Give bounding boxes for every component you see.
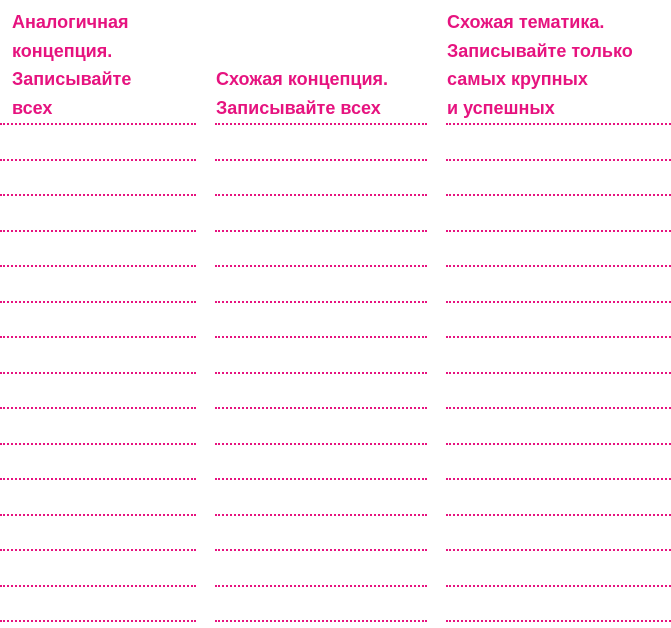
dotted-writing-line <box>0 230 196 232</box>
dotted-writing-line <box>0 585 196 587</box>
dotted-writing-line <box>446 372 671 374</box>
dotted-writing-line <box>446 123 671 125</box>
dotted-writing-line <box>446 336 671 338</box>
dotted-writing-line <box>0 620 196 622</box>
dotted-writing-line <box>215 230 427 232</box>
dotted-writing-line <box>0 514 196 516</box>
dotted-writing-line <box>215 514 427 516</box>
dotted-writing-line <box>215 372 427 374</box>
dotted-writing-line <box>446 407 671 409</box>
dotted-writing-line <box>0 301 196 303</box>
dotted-writing-line <box>446 514 671 516</box>
dotted-writing-line <box>446 620 671 622</box>
dotted-writing-line <box>446 478 671 480</box>
dotted-writing-line <box>446 265 671 267</box>
dotted-writing-line <box>215 549 427 551</box>
dotted-writing-line <box>215 336 427 338</box>
dotted-writing-line <box>215 407 427 409</box>
dotted-writing-line <box>215 159 427 161</box>
dotted-writing-line <box>446 194 671 196</box>
writing-lines <box>0 123 196 622</box>
dotted-writing-line <box>0 159 196 161</box>
dotted-writing-line <box>215 620 427 622</box>
dotted-writing-line <box>446 159 671 161</box>
dotted-writing-line <box>446 443 671 445</box>
dotted-writing-line <box>215 194 427 196</box>
column-header <box>215 8 427 124</box>
dotted-writing-line <box>446 301 671 303</box>
dotted-writing-line <box>215 478 427 480</box>
dotted-writing-line <box>0 407 196 409</box>
column-header-text: Схожая тематика. Записывайте только самых крупных и успешных <box>447 12 633 118</box>
dotted-writing-line <box>0 265 196 267</box>
dotted-writing-line <box>215 123 427 125</box>
dotted-writing-line <box>0 123 196 125</box>
writing-lines <box>215 123 427 622</box>
column-header-text: Схожая концепция. Записывайте всех <box>216 69 389 118</box>
dotted-writing-line <box>215 265 427 267</box>
dotted-writing-line <box>0 549 196 551</box>
dotted-writing-line <box>215 443 427 445</box>
column-header <box>0 8 196 124</box>
column-header <box>446 8 671 124</box>
dotted-writing-line <box>0 443 196 445</box>
writing-lines <box>446 123 671 622</box>
dotted-writing-line <box>0 478 196 480</box>
dotted-writing-line <box>446 585 671 587</box>
dotted-writing-line <box>215 585 427 587</box>
dotted-writing-line <box>0 336 196 338</box>
column-header-text: Аналогичная концепция. Записывайте всех <box>12 12 132 118</box>
dotted-writing-line <box>446 230 671 232</box>
dotted-writing-line <box>0 194 196 196</box>
dotted-writing-line <box>0 372 196 374</box>
dotted-writing-line <box>446 549 671 551</box>
dotted-writing-line <box>215 301 427 303</box>
